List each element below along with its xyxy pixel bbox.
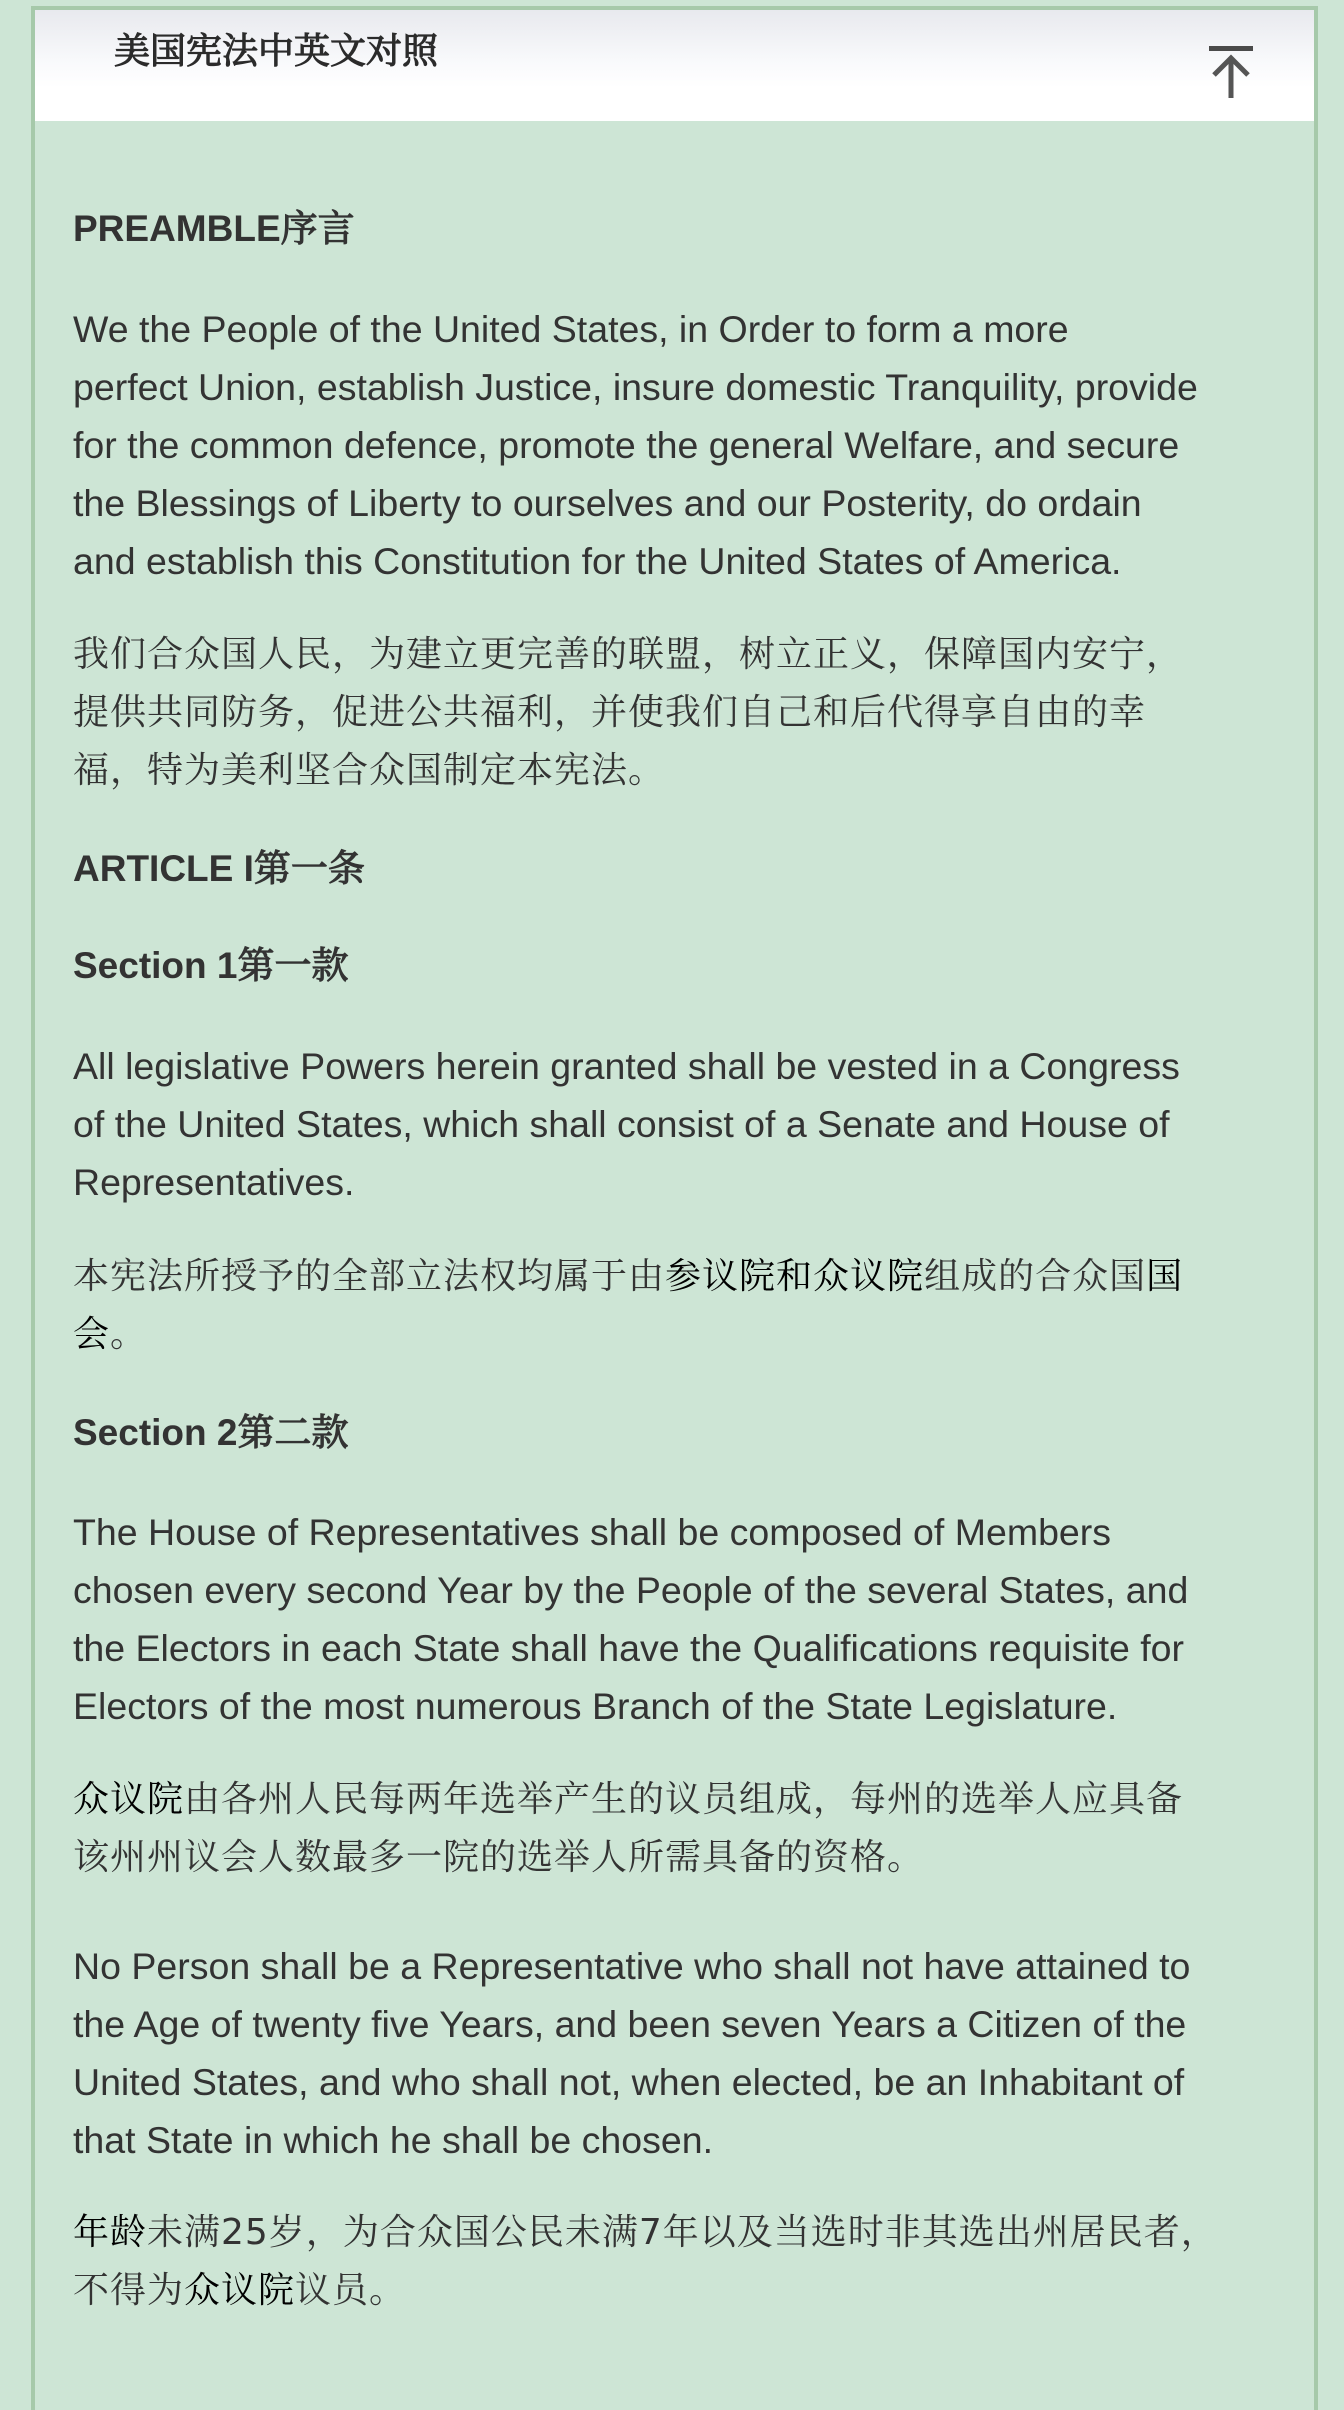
text-line: the Electors in each State shall have the Qualifications requisite for [73,1627,1185,1669]
text-line: the Age of twenty five Years, and been seven Years a Citizen of the [73,2003,1187,2045]
keyword-link-house[interactable]: 众议院 [73,1779,185,1820]
section-1-zh-paragraph [73,1248,1308,1364]
section-2-en-paragraph-2 [73,1937,1308,2169]
text-span: 由各州人民每两年选举产生的议员组成，每州的选举人应具备 [184,1779,1184,1820]
text-line: and establish this Constitution for the United States of America. [73,540,1122,582]
text-line: that State in which he shall be chosen. [73,2119,713,2161]
text-line: 提供共同防务，促进公共福利，并使我们自己和后代得享自由的幸 [73,692,1147,733]
text-line: Electors of the most numerous Branch of the State Legislature. [73,1685,1118,1727]
back-to-top-button[interactable] [1205,40,1259,102]
text-line: 我们合众国人民，为建立更完善的联盟，树立正义，保障国内安宁， [73,634,1184,675]
text-line [73,2262,1308,2320]
text-line: No Person shall be a Representative who shall not have attained to [73,1945,1191,1987]
text-line: The House of Representatives shall be composed of Members [73,1511,1112,1553]
preamble-heading: PREAMBLE序言 [73,208,355,249]
article-1-heading: ARTICLE I第一条 [73,848,365,889]
text-line: United States, and who shall not, when elected, be an Inhabitant of [73,2061,1185,2103]
keyword-link-and[interactable]: 和 [776,1256,814,1297]
text-span: 本宪法所授予的全部立法权均属于由 [73,1256,666,1297]
text-span: 组成的合众国 [924,1256,1147,1297]
keyword-link-house[interactable]: 众议院 [813,1256,925,1297]
section-2-en-paragraph-1 [73,1503,1308,1735]
text-line: 福，特为美利坚合众国制定本宪法。 [73,750,666,791]
keyword-link-congress[interactable]: 国 [1146,1256,1184,1297]
preamble-en-paragraph [73,300,1308,590]
text-line: We the People of the United States, in Order to form a more [73,308,1069,350]
section-2-zh-paragraph-2 [73,2204,1308,2320]
keyword-link-senate[interactable]: 参议院 [665,1256,777,1297]
text-line: All legislative Powers herein granted shall be vested in a Congress [73,1045,1180,1087]
keyword-link-house[interactable]: 众议院 [184,2270,296,2311]
text-span: 议员。 [295,2270,407,2311]
section-1-heading: Section 1第一款 [73,945,349,986]
page-title: 美国宪法中英文对照 [114,31,439,72]
keyword-link-age[interactable]: 年龄 [73,2212,148,2253]
section-2-zh-paragraph-1 [73,1771,1308,1887]
text-span: 。 [110,1314,148,1355]
text-line: for the common defence, promote the general Welfare, and secure [73,424,1180,466]
text-line: 该州州议会人数最多一院的选举人所需具备的资格。 [73,1837,925,1878]
text-span: 未满25岁，为合众国公民未满7年以及当选时非其选出州居民者， [147,2212,1218,2253]
page-header [35,10,1314,121]
text-line: of the United States, which shall consist of a Senate and House of [73,1103,1170,1145]
text-line: the Blessings of Liberty to ourselves and our Posterity, do ordain [73,482,1142,524]
text-line: perfect Union, establish Justice, insure domestic Tranquility, provide [73,366,1198,408]
text-line [73,1771,1308,1829]
text-line: Representatives. [73,1161,355,1203]
section-1-en-paragraph [73,1037,1308,1211]
back-to-top-icon [1205,40,1259,102]
text-line [73,2204,1308,2262]
section-2-heading: Section 2第二款 [73,1412,349,1453]
text-line: chosen every second Year by the People of the several States, and [73,1569,1189,1611]
text-span: 不得为 [73,2270,185,2311]
keyword-link-congress[interactable]: 会 [73,1314,111,1355]
preamble-zh-paragraph [73,626,1308,800]
text-line [73,1306,1308,1364]
document-frame [31,6,1318,2410]
text-line [73,1248,1308,1306]
